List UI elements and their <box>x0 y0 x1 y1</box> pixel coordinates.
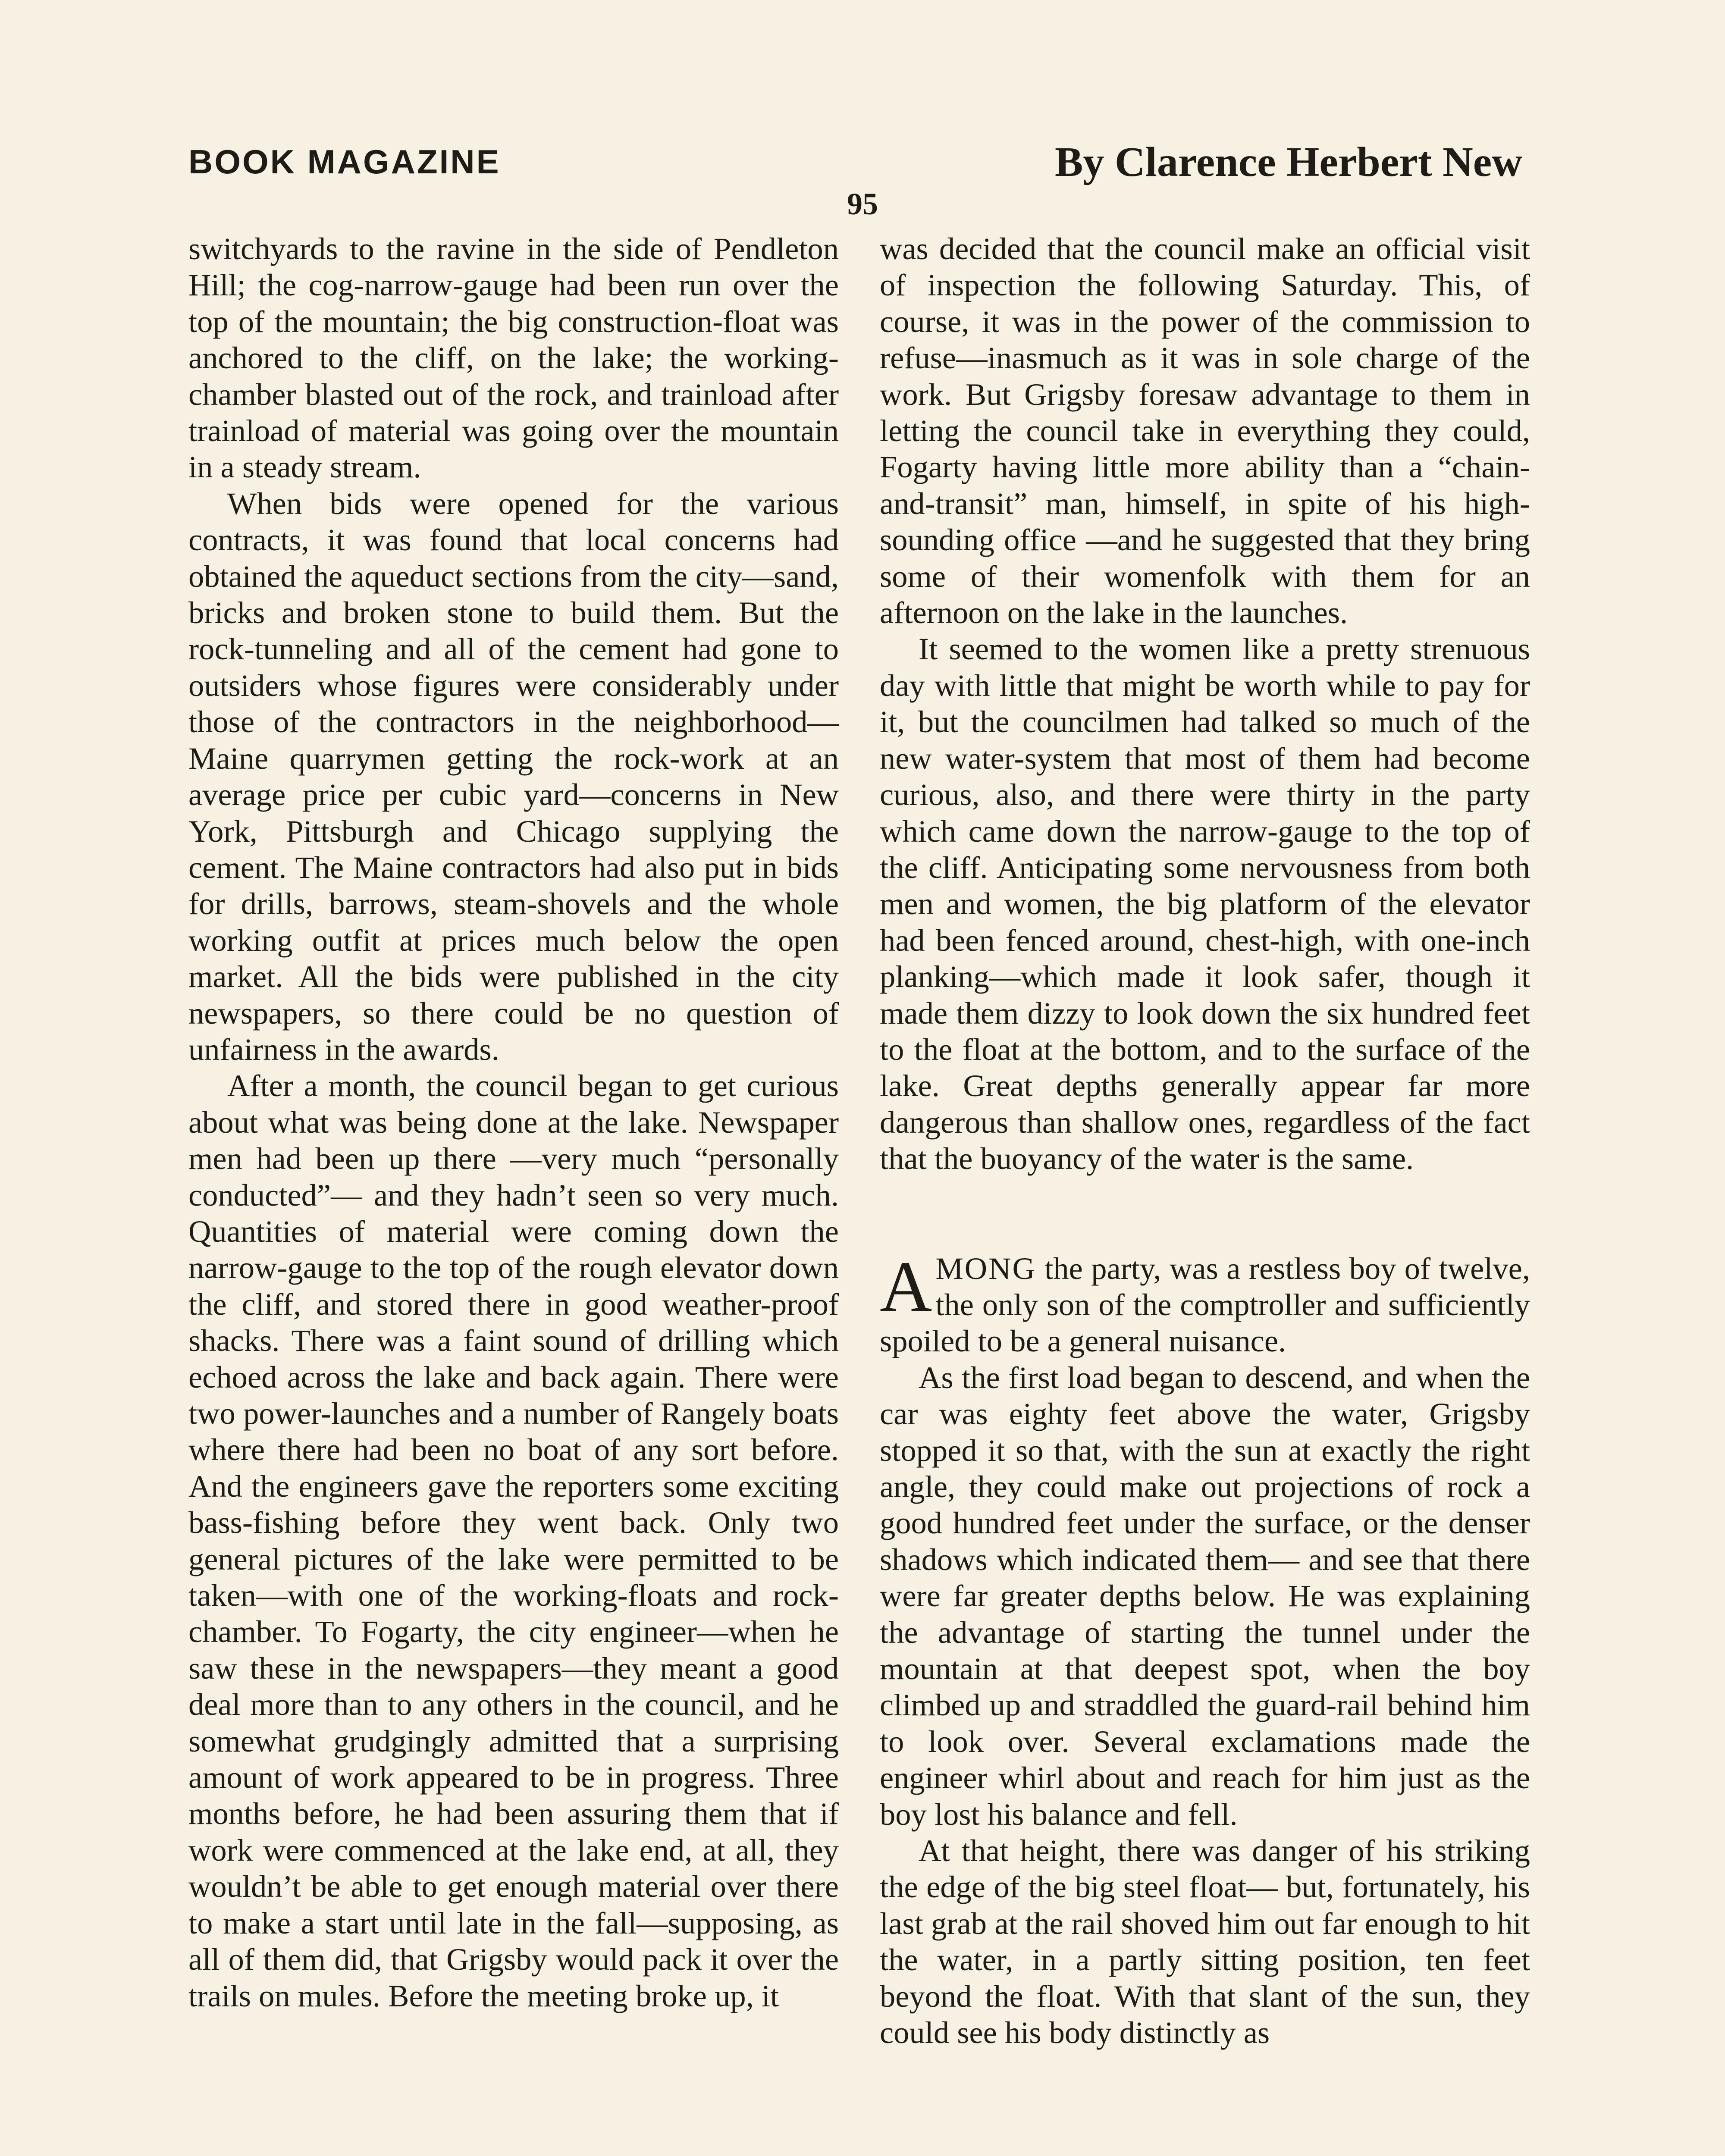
paragraph: When bids were opened for the various contracts, it was found that local concerns had obtained the aqueduct sections from the city—sand, bricks and broken stone to build them. But the rock-tunneling and all of the cement had gone to outsiders whose figures were considerably under those of the contractors in the neighborhood—Maine quarrymen getting the rock-work at an average price per cubic yard—concerns in New York, Pittsburgh and Chicago supplying the cement. The Maine contractors had also put in bids for drills, barrows, steam-shovels and the whole working outfit at prices much below the open market. All the bids were published in the city newspapers, so there could be no question of unfairness in the awards. <box>188 486 839 1067</box>
running-header-magazine: BOOK MAGAZINE <box>188 143 501 181</box>
paragraph-text: the party, was a restless boy of twelve, the only son of the comptroller and sufficiently spoiled to be a general nuisance. <box>880 1250 1530 1359</box>
paragraph: was decided that the council make an official visit of inspection the following Saturday. This, of course, it was in the power of the commission to refuse—inasmuch as it was in sole charge of the work. But Grigsby foresaw advantage to them in letting the council take in everything they could, Fogarty having little more ability than a “chain-and-transit” man, himself, in spite of his high-sounding office —and he suggested that they bring some of their womenfolk with them for an afternoon on the lake in the launches. <box>880 231 1530 630</box>
paragraph: It seemed to the women like a pretty strenuous day with little that might be worth while to pay for it, but the councilmen had talked so much of the new water-system that most of them had become curious, also, and there were thirty in the party which came down the narrow-gauge to the top of the cliff. Anticipating some nervousness from both men and women, the big platform of the elevator had been fenced around, chest-high, with one-inch planking—which made it look safer, though it made them dizzy to look down the six hundred feet to the float at the bottom, and to the surface of the lake. Great depths generally appear far more dangerous than shallow ones, regardless of the fact that the buoyancy of the water is the same. <box>880 631 1530 1176</box>
paragraph: As the first load began to descend, and when the car was eighty feet above the water, Grigsby stopped it so that, with the sun at exactly the right angle, they could make out projections of rock a good hundred feet under the surface, or the denser shadows which indicated them— and see that there were far greater depths below. He was explaining the advantage of starting the tunnel under the mountain at that deepest spot, when the boy climbed up and straddled the guard-rail behind him to look over. Several exclamations made the engineer whirl about and reach for him just as the boy lost his balance and fell. <box>880 1360 1530 1832</box>
right-column <box>880 231 1530 2156</box>
paragraph: After a month, the council began to get curious about what was being done at the lake. Newspaper men had been up there —very much “personally conducted”— and they hadn’t seen so very much. Quantities of material were coming down the narrow-gauge to the top of the rough elevator down the cliff, and stored there in good weather-proof shacks. There was a faint sound of drilling which echoed across the lake and back again. There were two power-launches and a number of Rangely boats where there had been no boat of any sort before. And the engineers gave the reporters some exciting bass-fishing before they went back. Only two general pictures of the lake were permitted to be taken—with one of the working-floats and rock-chamber. To Fogarty, the city engineer—when he saw these in the newspapers—they meant a good deal more than to any others in the council, and he somewhat grudgingly admitted that a surprising amount of work appeared to be in progress. Three months before, he had been assuring them that if work were commenced at the lake end, at all, they wouldn’t be able to get enough material over there to make a start until late in the fall—supposing, as all of them did, that Grigsby would pack it over the trails on mules. Before the meeting broke up, it <box>188 1068 839 2013</box>
paragraph: At that height, there was danger of his striking the edge of the big steel float— but, fortunately, his last grab at the rail shoved him out far enough to hit the water, in a partly sitting position, ten feet beyond the float. With that slant of the sun, they could see his body distinctly as <box>880 1833 1530 2050</box>
section-break <box>880 1177 1530 1250</box>
drop-cap: A <box>880 1246 932 1327</box>
lead-in-word: MONG <box>935 1250 1036 1286</box>
section-opening-paragraph <box>880 1246 1530 1360</box>
page-number: 95 <box>847 187 878 221</box>
running-header-author: By Clarence Herbert New <box>1055 139 1522 185</box>
left-column <box>188 231 839 2156</box>
paragraph: switchyards to the ravine in the side of Pendleton Hill; the cog-narrow-gauge had been run over the top of the mountain; the big construction-float was anchored to the cliff, on the lake; the working-chamber blasted out of the rock, and trainload after trainload of material was going over the mountain in a steady stream. <box>188 231 839 485</box>
